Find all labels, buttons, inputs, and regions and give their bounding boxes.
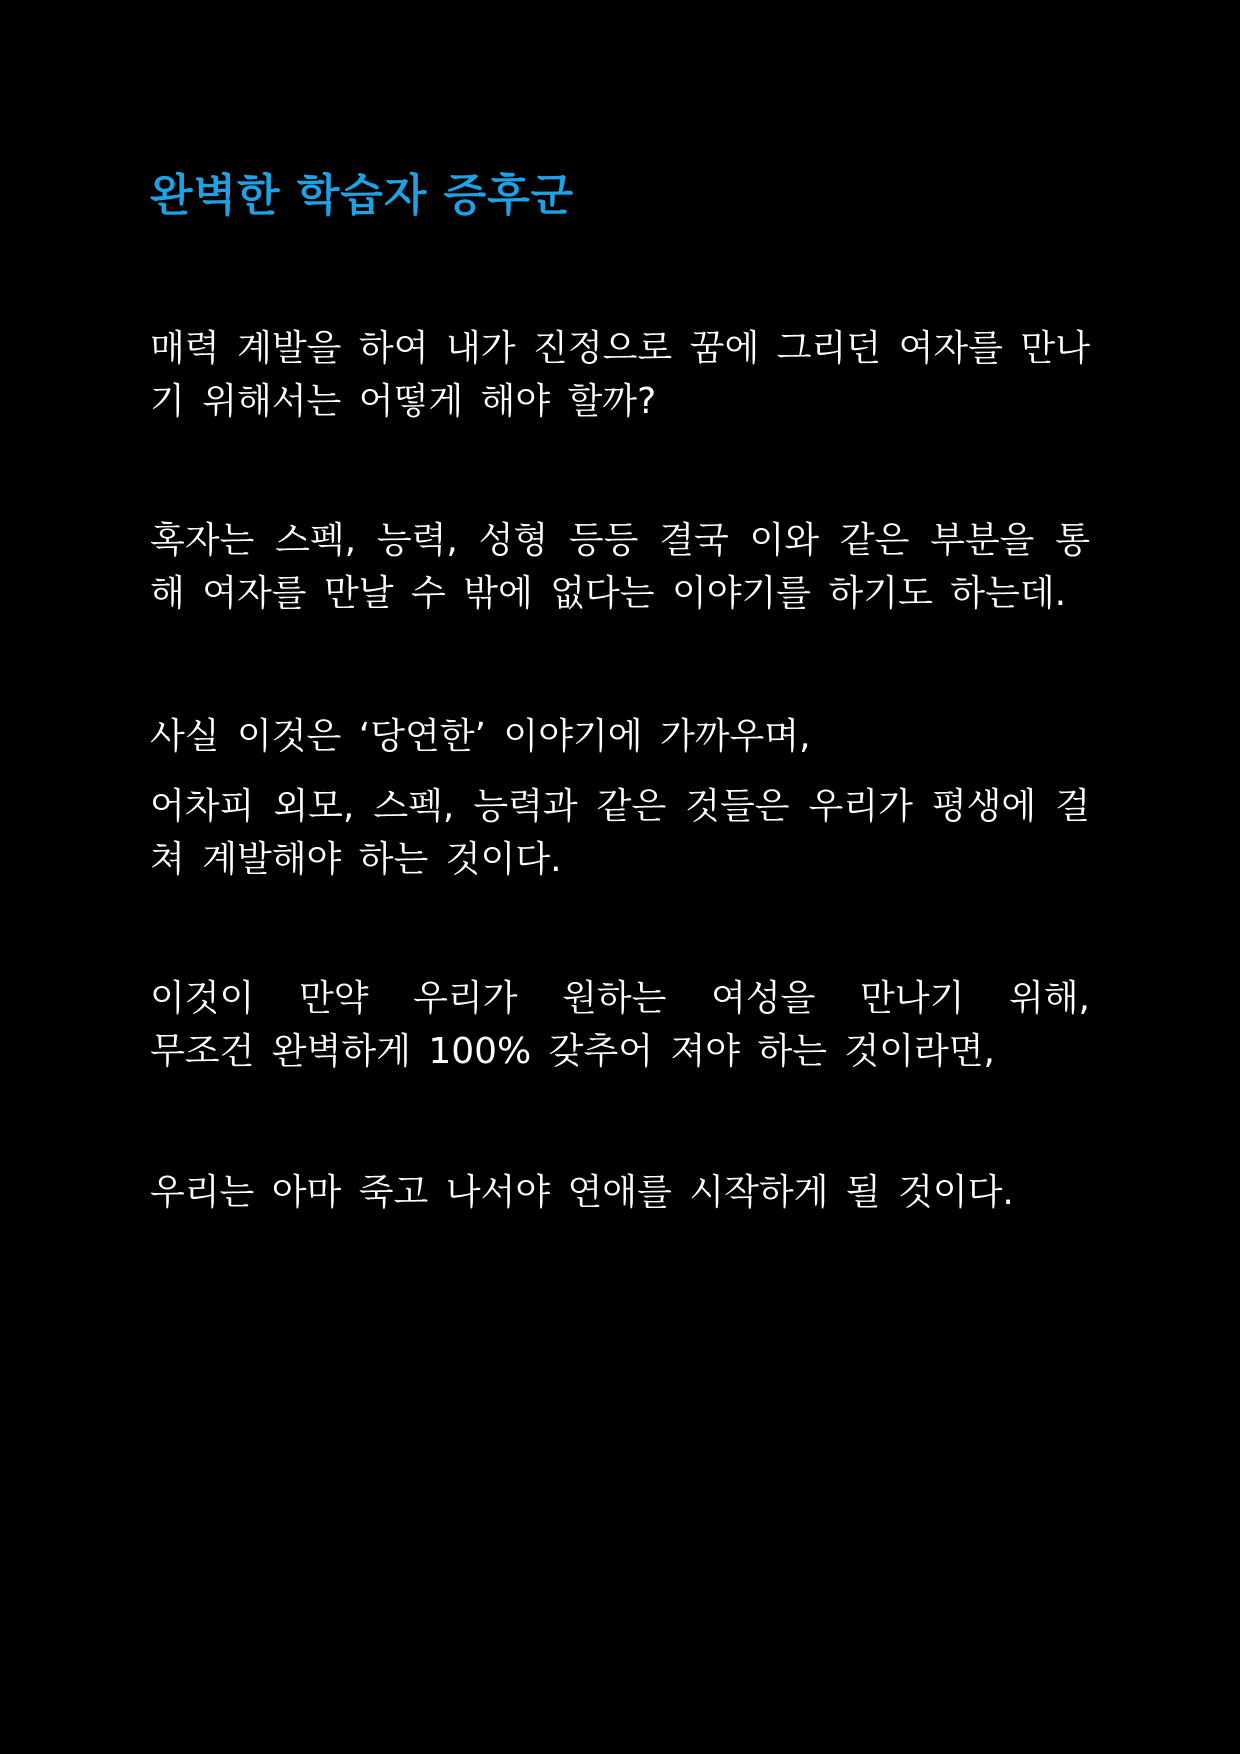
paragraph-2: 혹자는 스펙, 능력, 성형 등등 결국 이와 같은 부분을 통해 여자를 만날 수 밖에 없다는 이야기를 하기도 하는데.: [150, 520, 1090, 614]
paragraph-4: 어차피 외모, 스펙, 능력과 같은 것들은 우리가 평생에 걸쳐 계발해야 하는 것이다.: [150, 786, 1090, 880]
paragraph-5-line-1: 이것이 만약 우리가 원하는 여성을 만나기 위해,: [150, 978, 1090, 1019]
paragraph-6: 우리는 아마 죽고 나서야 연애를 시작하게 될 것이다.: [150, 1172, 1014, 1213]
paragraph-5-line-2: 무조건 완벽하게 100% 갖추어 져야 하는 것이라면,: [150, 1031, 995, 1072]
paragraph-1: 매력 계발을 하여 내가 진정으로 꿈에 그리던 여자를 만나기 위해서는 어떻게 해야 할까?: [150, 328, 1090, 422]
paragraph-3: 사실 이것은 ‘당연한’ 이야기에 가까우며,: [150, 716, 811, 757]
page-title: 완벽한 학습자 증후군: [150, 170, 575, 221]
document-page: [150, 0, 1090, 1754]
